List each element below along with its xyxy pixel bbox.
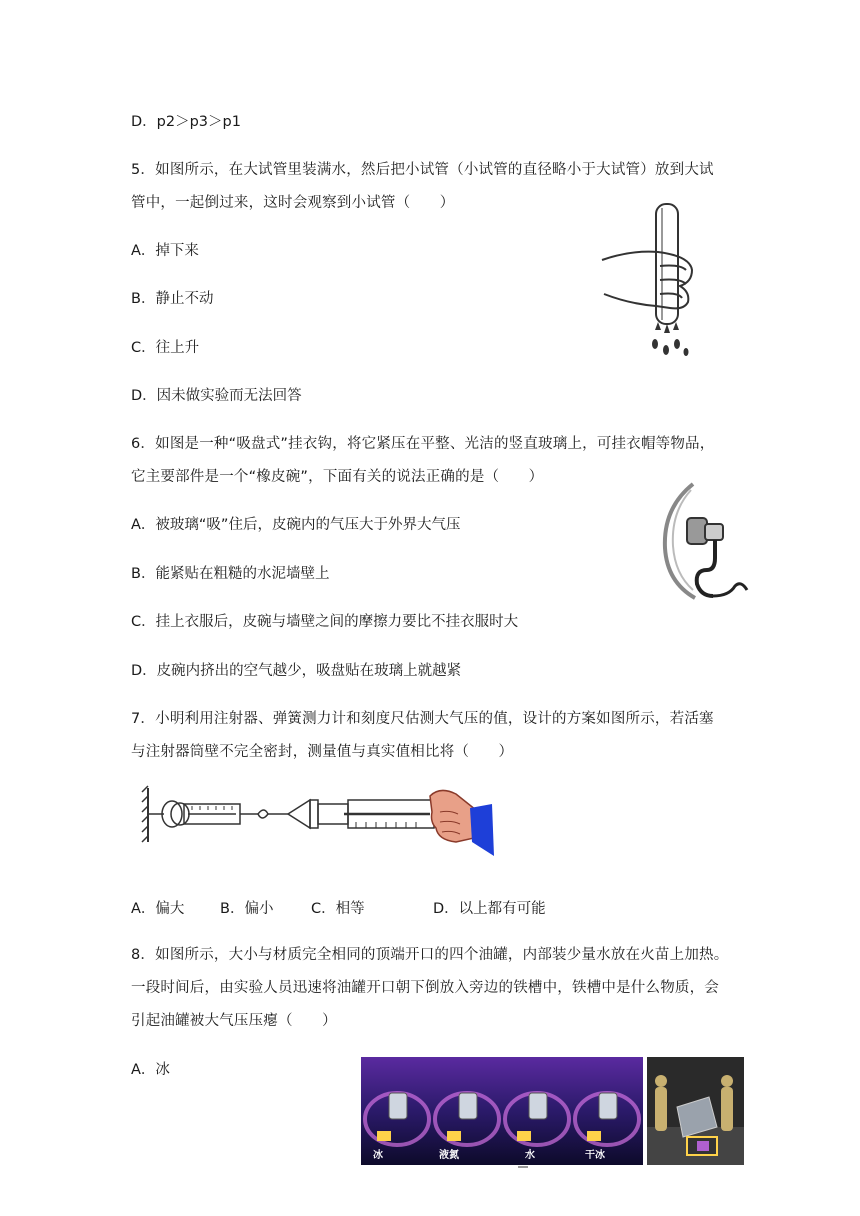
q5-option-c: C．往上升 bbox=[131, 340, 200, 356]
q7-stem-line2: 与注射器筒壁不完全密封，测量值与真实值相比将（ ） bbox=[131, 744, 514, 760]
q5-stem-line1: 5．如图所示，在大试管里装满水，然后把小试管（小试管的直径略小于大试管）放到大试 bbox=[131, 162, 714, 178]
q6-option-d: D．皮碗内挤出的空气越少，吸盘贴在玻璃上就越紧 bbox=[131, 663, 462, 679]
q8-crushed-tank-figure bbox=[647, 1057, 744, 1165]
q6-suction-hook-figure bbox=[655, 478, 755, 618]
q8-label-ice: 冰 bbox=[373, 1150, 383, 1161]
q8-stem-line1: 8．如图所示，大小与材质完全相同的顶端开口的四个油罐，内部装少量水放在火苗上加热。 bbox=[131, 947, 729, 963]
q6-option-b: B．能紧贴在粗糙的水泥墙壁上 bbox=[131, 566, 330, 582]
q7-syringe-figure bbox=[140, 782, 500, 862]
q8-label-liquid-nitrogen: 液氮 bbox=[439, 1150, 459, 1161]
q8-option-a: A．冰 bbox=[131, 1062, 170, 1078]
q4-option-d: D．p2＞p3＞p1 bbox=[131, 114, 241, 130]
q6-option-c: C．挂上衣服后，皮碗与墙壁之间的摩擦力要比不挂衣服时大 bbox=[131, 614, 519, 630]
q5-option-a: A．掉下来 bbox=[131, 243, 199, 259]
q7-stem-line1: 7．小明利用注射器、弹簧测力计和刻度尺估测大气压的值，设计的方案如图所示，若活塞 bbox=[131, 711, 714, 727]
q7-option-a: A．偏大 bbox=[131, 901, 185, 917]
q8-label-water: 水 bbox=[525, 1150, 535, 1161]
q6-stem-line1: 6．如图是一种“吸盘式”挂衣钩，将它紧压在平整、光洁的竖直玻璃上，可挂衣帽等物品， bbox=[131, 436, 715, 452]
q7-option-b: B．偏小 bbox=[220, 901, 274, 917]
q5-option-b: B．静止不动 bbox=[131, 291, 214, 307]
q6-stem-line2: 它主要部件是一个“橡皮碗”，下面有关的说法正确的是（ ） bbox=[131, 469, 544, 485]
q8-stem-line3: 引起油罐被大气压压瘪（ ） bbox=[131, 1013, 337, 1029]
page-marker bbox=[518, 1166, 528, 1168]
q8-stem-line2: 一段时间后，由实验人员迅速将油罐开口朝下倒放入旁边的铁槽中，铁槽中是什么物质，会 bbox=[131, 980, 719, 996]
q7-option-d: D．以上都有可能 bbox=[433, 901, 546, 917]
q5-option-d: D．因未做实验而无法回答 bbox=[131, 388, 302, 404]
q8-tanks-figure bbox=[361, 1057, 643, 1165]
q7-option-c: C．相等 bbox=[311, 901, 365, 917]
q6-option-a: A．被玻璃“吸”住后，皮碗内的气压大于外界大气压 bbox=[131, 517, 461, 533]
q8-label-dry-ice: 干冰 bbox=[585, 1150, 605, 1161]
q5-stem-line2: 管中，一起倒过来，这时会观察到小试管（ ） bbox=[131, 195, 455, 211]
q5-test-tube-figure bbox=[600, 200, 700, 360]
